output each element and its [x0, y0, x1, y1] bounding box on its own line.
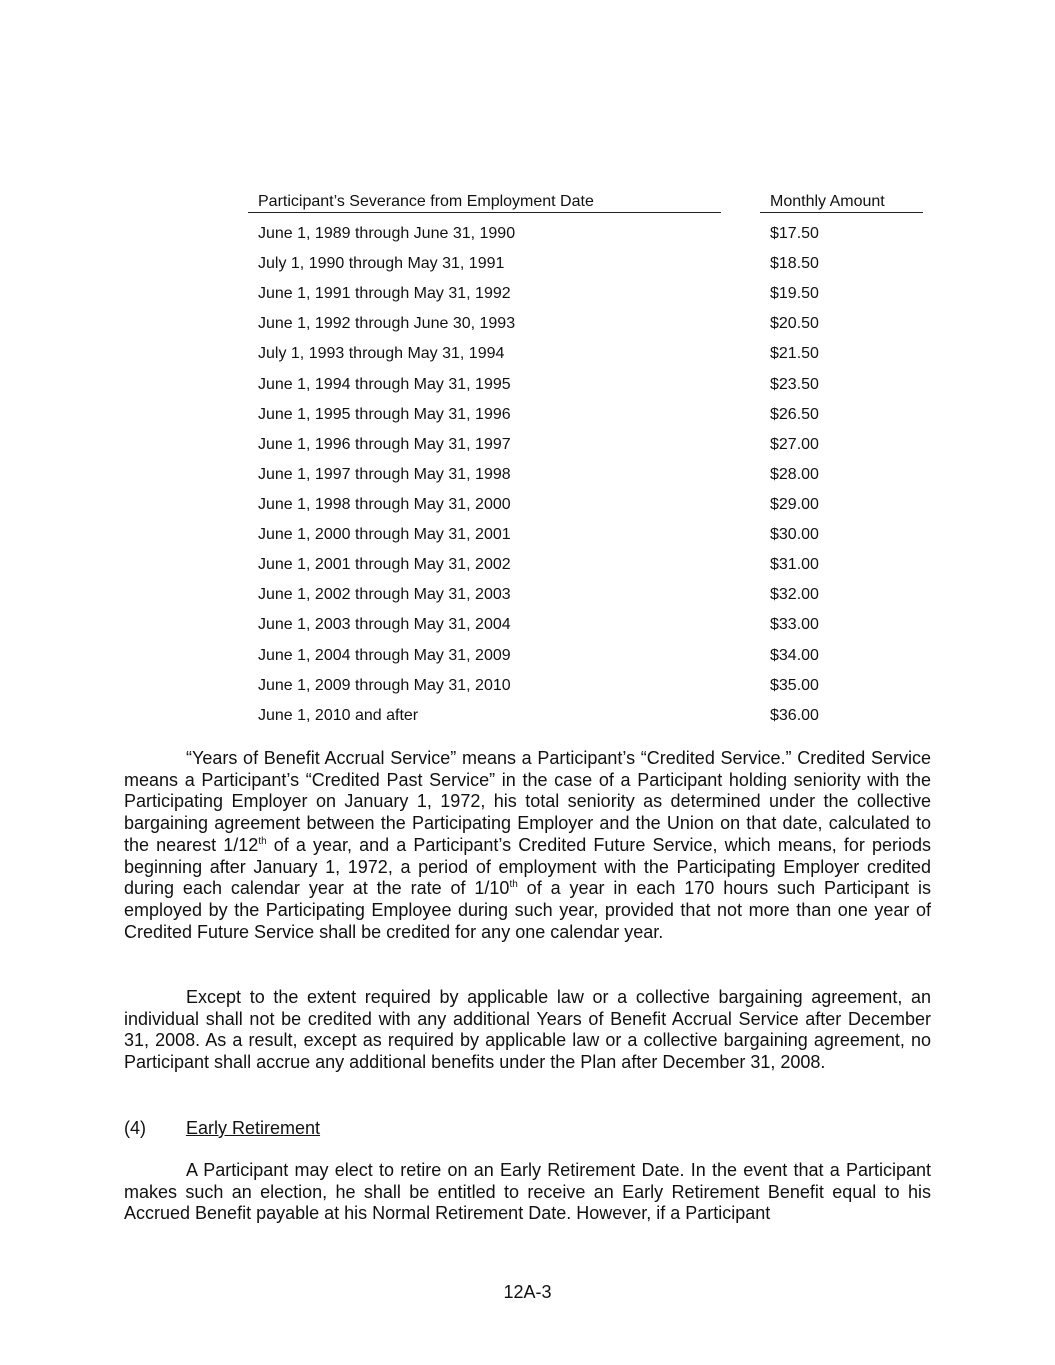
monthly-amount-cell: $29.00 [770, 495, 819, 513]
paragraph-accrual-cessation [124, 987, 931, 1074]
table-row [248, 705, 924, 735]
monthly-amount-table [248, 192, 924, 724]
table-row [248, 434, 924, 464]
paragraph-early-retirement [124, 1160, 931, 1225]
monthly-amount-cell: $20.50 [770, 315, 819, 333]
table-row [248, 494, 924, 524]
severance-date-cell: June 1, 1992 through June 30, 1993 [258, 315, 516, 333]
severance-date-cell: June 1, 1998 through May 31, 2000 [258, 495, 511, 513]
superscript: th [258, 835, 267, 847]
monthly-amount-cell: $34.00 [770, 646, 819, 664]
monthly-amount-cell: $27.00 [770, 435, 819, 453]
monthly-amount-cell: $23.50 [770, 375, 819, 393]
paragraph-text: Except to the extent required by applicable law or a collective bargaining agreement, an individual shall not be credited with any additional Years of Benefit Accrual Service after December 31, 2008. As a result, except as required by applicable law or a collective bargaining agreement, no Participant shall accrue any additional benefits under the Plan after December 31, 2008. [124, 987, 931, 1073]
table-header [248, 192, 924, 213]
table-row [248, 313, 924, 343]
page-number: 12A-3 [503, 1282, 552, 1302]
table-row [248, 223, 924, 253]
severance-date-cell: June 1, 1996 through May 31, 1997 [258, 435, 511, 453]
severance-date-cell: June 1, 2009 through May 31, 2010 [258, 676, 511, 694]
severance-date-cell: June 1, 2003 through May 31, 2004 [258, 616, 511, 634]
table-row [248, 253, 924, 283]
paragraph-benefit-accrual-service [124, 748, 931, 943]
severance-date-cell: July 1, 1993 through May 31, 1994 [258, 345, 505, 363]
table-row [248, 464, 924, 494]
severance-date-cell: June 1, 2001 through May 31, 2002 [258, 556, 511, 574]
severance-date-cell: June 1, 1995 through May 31, 1996 [258, 405, 511, 423]
severance-date-cell: June 1, 2000 through May 31, 2001 [258, 526, 511, 544]
severance-date-cell: June 1, 1991 through May 31, 1992 [258, 285, 511, 303]
monthly-amount-cell: $35.00 [770, 676, 819, 694]
severance-date-cell: June 1, 2010 and after [258, 706, 419, 724]
header-monthly-amount: Monthly Amount [760, 192, 923, 213]
header-severance-date: Participant’s Severance from Employment Date [248, 192, 721, 213]
table-body [248, 223, 924, 735]
severance-date-cell: June 1, 2002 through May 31, 2003 [258, 586, 511, 604]
monthly-amount-cell: $18.50 [770, 255, 819, 273]
monthly-amount-cell: $31.00 [770, 556, 819, 574]
paragraph-text: of a year in each 170 hours such Participant is employed by the Participating Employee during such year, provided that not more than one year of Credited Future Service shall be credited for any one calendar year. [124, 878, 931, 942]
severance-date-cell: July 1, 1990 through May 31, 1991 [258, 255, 505, 273]
monthly-amount-cell: $17.50 [770, 225, 819, 242]
table-row [248, 554, 924, 584]
table-row [248, 404, 924, 434]
monthly-amount-cell: $19.50 [770, 285, 819, 303]
severance-date-cell: June 1, 1994 through May 31, 1995 [258, 375, 511, 393]
table-row [248, 374, 924, 404]
table-row [248, 614, 924, 644]
table-row [248, 645, 924, 675]
monthly-amount-cell: $33.00 [770, 616, 819, 634]
monthly-amount-cell: $26.50 [770, 405, 819, 423]
monthly-amount-cell: $21.50 [770, 345, 819, 363]
monthly-amount-cell: $36.00 [770, 706, 819, 724]
table-row [248, 283, 924, 313]
section-heading [124, 1117, 320, 1139]
paragraph-text: “Years of Benefit Accrual Service” means a Participant’s “Credited Service.” Credited Service means a Participant’s “Credited Past Service” in the case of a Participant holding seniority with the Participating Employer on January 1, 1972, his total seniority as determined under the collective bargaining agreement between the Participating Employer and the Union on that date, calculated to the nearest 1/12 [124, 748, 931, 855]
table-row [248, 675, 924, 705]
severance-date-cell: June 1, 2004 through May 31, 2009 [258, 646, 511, 664]
severance-date-cell: June 1, 1997 through May 31, 1998 [258, 465, 511, 483]
table-row [248, 584, 924, 614]
section-number: (4) [124, 1118, 146, 1138]
section-title: Early Retirement [186, 1118, 321, 1138]
severance-date-cell: June 1, 1989 through June 31, 1990 [258, 225, 516, 242]
monthly-amount-cell: $32.00 [770, 586, 819, 604]
monthly-amount-cell: $30.00 [770, 526, 819, 544]
table-row [248, 343, 924, 373]
table-row [248, 524, 924, 554]
monthly-amount-cell: $28.00 [770, 465, 819, 483]
paragraph-text: of a year, and a Participant’s Credited Future Service, which means, for periods beginning after January 1, 1972, a period of employment with the Participating Employer credited during each calendar year at the rate of 1/10 [124, 834, 931, 899]
paragraph-text: A Participant may elect to retire on an Early Retirement Date. In the event that a Participant makes such an election, he shall be entitled to receive an Early Retirement Benefit equal to his Accrued Benefit payable at his Normal Retirement Date. However, if a Participant [124, 1160, 931, 1224]
superscript: th [509, 879, 518, 891]
